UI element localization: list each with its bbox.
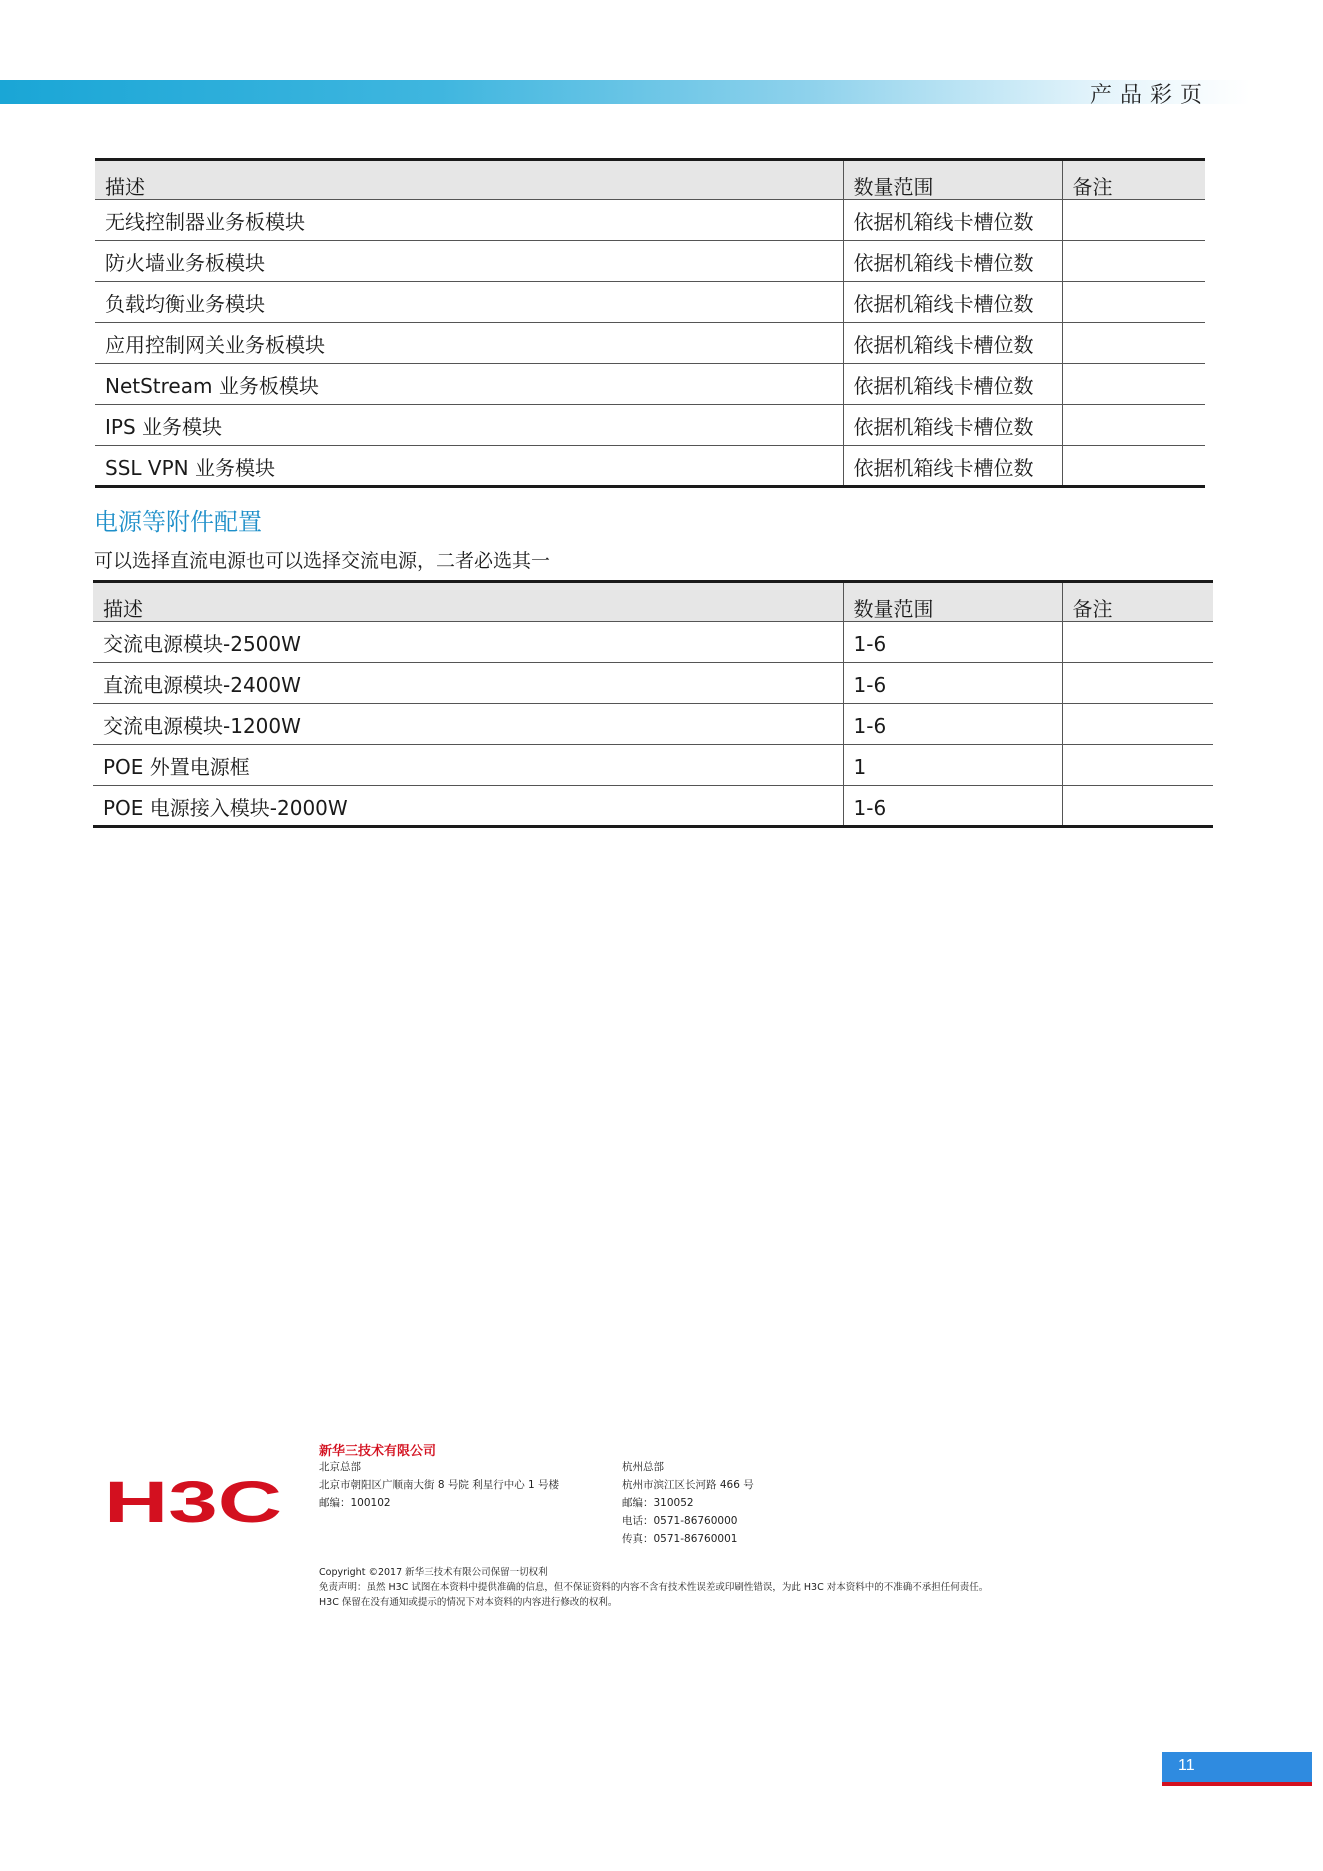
cell-description: 防火墙业务板模块 (95, 241, 843, 282)
cell-remark (1062, 241, 1205, 282)
h3c-logo-text: H3C (104, 1478, 282, 1526)
cell-quantity: 依据机箱线卡槽位数 (843, 446, 1062, 487)
page-number: 11 (1178, 1757, 1195, 1774)
table-row (95, 282, 1205, 323)
table-row (93, 663, 1213, 704)
footer-line: 电话：0571-86760000 (622, 1515, 738, 1527)
section-heading-power: 电源等附件配置 (94, 508, 262, 536)
cell-remark (1062, 704, 1213, 745)
cell-description: 直流电源模块-2400W (93, 663, 843, 704)
cell-quantity: 依据机箱线卡槽位数 (843, 241, 1062, 282)
cell-remark (1062, 200, 1205, 241)
footer-line: 杭州市滨江区长河路 466 号 (622, 1479, 754, 1491)
disclaimer-line: H3C 保留在没有通知或提示的情况下对本资料的内容进行修改的权利。 (319, 1597, 618, 1608)
footer-line: 北京总部 (319, 1461, 361, 1473)
footer-line: 杭州总部 (622, 1461, 664, 1473)
table-row (93, 786, 1213, 827)
cell-description: 无线控制器业务板模块 (95, 200, 843, 241)
table-row (95, 446, 1205, 487)
module-table (95, 158, 1205, 488)
cell-remark (1062, 622, 1213, 663)
cell-quantity: 1-6 (843, 786, 1062, 827)
footer-address-beijing (319, 1458, 559, 1512)
cell-remark (1062, 364, 1205, 405)
footer-line: 邮编：310052 (622, 1497, 694, 1509)
column-header: 描述 (95, 160, 843, 200)
cell-description: POE 外置电源框 (93, 745, 843, 786)
column-header: 备注 (1062, 160, 1205, 200)
table-row (95, 364, 1205, 405)
header-gradient-bar (0, 80, 1250, 104)
section-intro-power: 可以选择直流电源也可以选择交流电源，二者必选其一 (94, 550, 551, 572)
header-label: 产品彩页 (1090, 83, 1211, 108)
copyright-line: Copyright ©2017 新华三技术有限公司保留一切权利 (319, 1567, 548, 1578)
cell-remark (1062, 786, 1213, 827)
table-row (95, 241, 1205, 282)
table-row (93, 745, 1213, 786)
cell-quantity: 依据机箱线卡槽位数 (843, 200, 1062, 241)
cell-description: 交流电源模块-2500W (93, 622, 843, 663)
table-row (93, 704, 1213, 745)
disclaimer-line: 免责声明：虽然 H3C 试图在本资料中提供准确的信息，但不保证资料的内容不含有技术性误差或印刷性错误，为此 H3C 对本资料中的不准确不承担任何责任。 (319, 1582, 989, 1593)
column-header: 备注 (1062, 582, 1213, 622)
table-row (95, 405, 1205, 446)
footer-line: 邮编：100102 (319, 1497, 391, 1509)
cell-quantity: 依据机箱线卡槽位数 (843, 323, 1062, 364)
cell-remark (1062, 663, 1213, 704)
column-header: 数量范围 (843, 160, 1062, 200)
cell-quantity: 1 (843, 745, 1062, 786)
footer-line: 传真：0571-86760001 (622, 1533, 738, 1545)
table-row (93, 622, 1213, 663)
cell-remark (1062, 323, 1205, 364)
footer-line: 北京市朝阳区广顺南大街 8 号院 利星行中心 1 号楼 (319, 1479, 560, 1491)
footer-address-hangzhou (622, 1458, 754, 1548)
cell-quantity: 依据机箱线卡槽位数 (843, 364, 1062, 405)
cell-quantity: 依据机箱线卡槽位数 (843, 282, 1062, 323)
table-header-row (95, 160, 1205, 200)
cell-remark (1062, 446, 1205, 487)
cell-remark (1062, 745, 1213, 786)
cell-quantity: 1-6 (843, 622, 1062, 663)
cell-description: 负载均衡业务模块 (95, 282, 843, 323)
cell-quantity: 1-6 (843, 704, 1062, 745)
cell-description: 应用控制网关业务板模块 (95, 323, 843, 364)
column-header: 数量范围 (843, 582, 1062, 622)
cell-remark (1062, 405, 1205, 446)
h3c-logo (104, 1478, 282, 1526)
cell-description: SSL VPN 业务模块 (95, 446, 843, 487)
page-number-box (1162, 1752, 1312, 1786)
power-table (93, 580, 1213, 828)
cell-description: IPS 业务模块 (95, 405, 843, 446)
cell-description: NetStream 业务板模块 (95, 364, 843, 405)
cell-quantity: 依据机箱线卡槽位数 (843, 405, 1062, 446)
cell-description: 交流电源模块-1200W (93, 704, 843, 745)
cell-remark (1062, 282, 1205, 323)
table-header-row (93, 582, 1213, 622)
cell-quantity: 1-6 (843, 663, 1062, 704)
footer-legal (319, 1565, 988, 1610)
column-header: 描述 (93, 582, 843, 622)
cell-description: POE 电源接入模块-2000W (93, 786, 843, 827)
footer-company-name: 新华三技术有限公司 (319, 1444, 437, 1459)
table-row (95, 200, 1205, 241)
table-row (95, 323, 1205, 364)
